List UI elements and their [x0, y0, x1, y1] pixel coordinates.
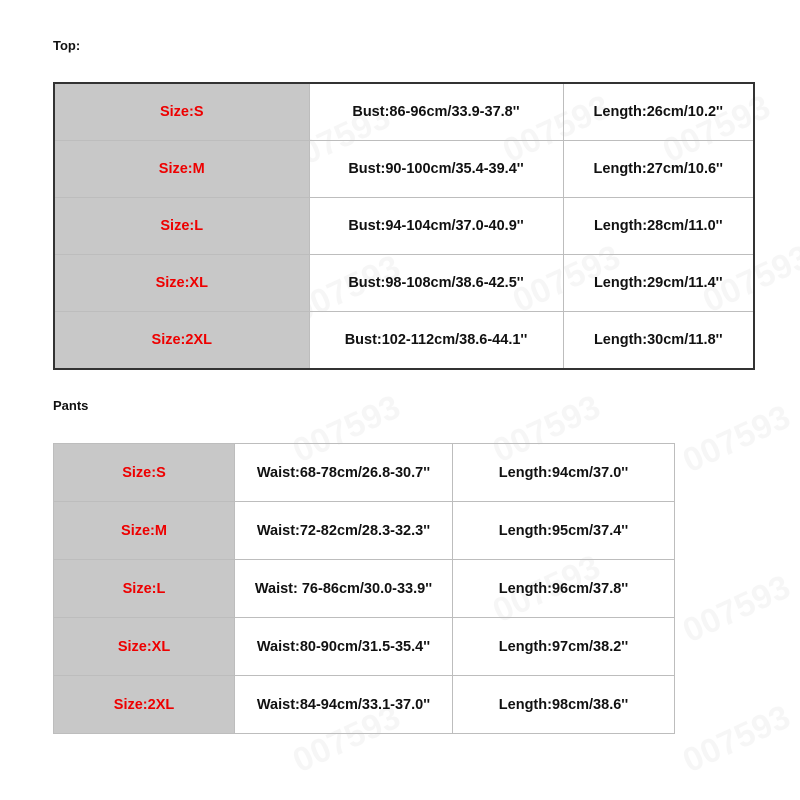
bust-cell: Bust:86-96cm/33.9-37.8''	[309, 83, 563, 141]
size-cell: Size:2XL	[54, 676, 235, 734]
length-cell: Length:30cm/11.8''	[563, 312, 754, 370]
table-row	[54, 312, 754, 370]
watermark-13	[677, 568, 796, 651]
size-cell: Size:L	[54, 198, 309, 255]
table-row	[54, 676, 675, 734]
table-row	[54, 444, 675, 502]
pants-section-label: Pants	[53, 398, 89, 413]
length-cell: Length:96cm/37.8''	[453, 560, 675, 618]
size-cell: Size:XL	[54, 255, 309, 312]
size-cell: Size:M	[54, 502, 235, 560]
waist-cell: Waist:72-82cm/28.3-32.3''	[235, 502, 453, 560]
table-row	[54, 560, 675, 618]
size-cell: Size:S	[54, 444, 235, 502]
top-section-label: Top:	[53, 38, 81, 53]
table-row	[54, 141, 754, 198]
size-cell: Size:S	[54, 83, 309, 141]
watermark-15	[677, 698, 796, 781]
length-cell: Length:94cm/37.0''	[453, 444, 675, 502]
length-cell: Length:28cm/11.0''	[563, 198, 754, 255]
waist-cell: Waist:80-90cm/31.5-35.4''	[235, 618, 453, 676]
table-row	[54, 255, 754, 312]
bust-cell: Bust:94-104cm/37.0-40.9''	[309, 198, 563, 255]
length-cell: Length:27cm/10.6''	[563, 141, 754, 198]
size-cell: Size:L	[54, 560, 235, 618]
table-row	[54, 198, 754, 255]
length-cell: Length:26cm/10.2''	[563, 83, 754, 141]
size-cell: Size:M	[54, 141, 309, 198]
pants-size-table	[53, 443, 675, 734]
table-row	[54, 618, 675, 676]
length-cell: Length:97cm/38.2''	[453, 618, 675, 676]
bust-cell: Bust:102-112cm/38.6-44.1''	[309, 312, 563, 370]
length-cell: Length:29cm/11.4''	[563, 255, 754, 312]
bust-cell: Bust:98-108cm/38.6-42.5''	[309, 255, 563, 312]
length-cell: Length:95cm/37.4''	[453, 502, 675, 560]
watermark-10	[677, 398, 796, 481]
length-cell: Length:98cm/38.6''	[453, 676, 675, 734]
waist-cell: Waist:84-94cm/33.1-37.0''	[235, 676, 453, 734]
top-size-table	[53, 82, 755, 370]
table-row	[54, 502, 675, 560]
size-cell: Size:2XL	[54, 312, 309, 370]
size-cell: Size:XL	[54, 618, 235, 676]
table-row	[54, 83, 754, 141]
bust-cell: Bust:90-100cm/35.4-39.4''	[309, 141, 563, 198]
waist-cell: Waist:68-78cm/26.8-30.7''	[235, 444, 453, 502]
waist-cell: Waist: 76-86cm/30.0-33.9''	[235, 560, 453, 618]
